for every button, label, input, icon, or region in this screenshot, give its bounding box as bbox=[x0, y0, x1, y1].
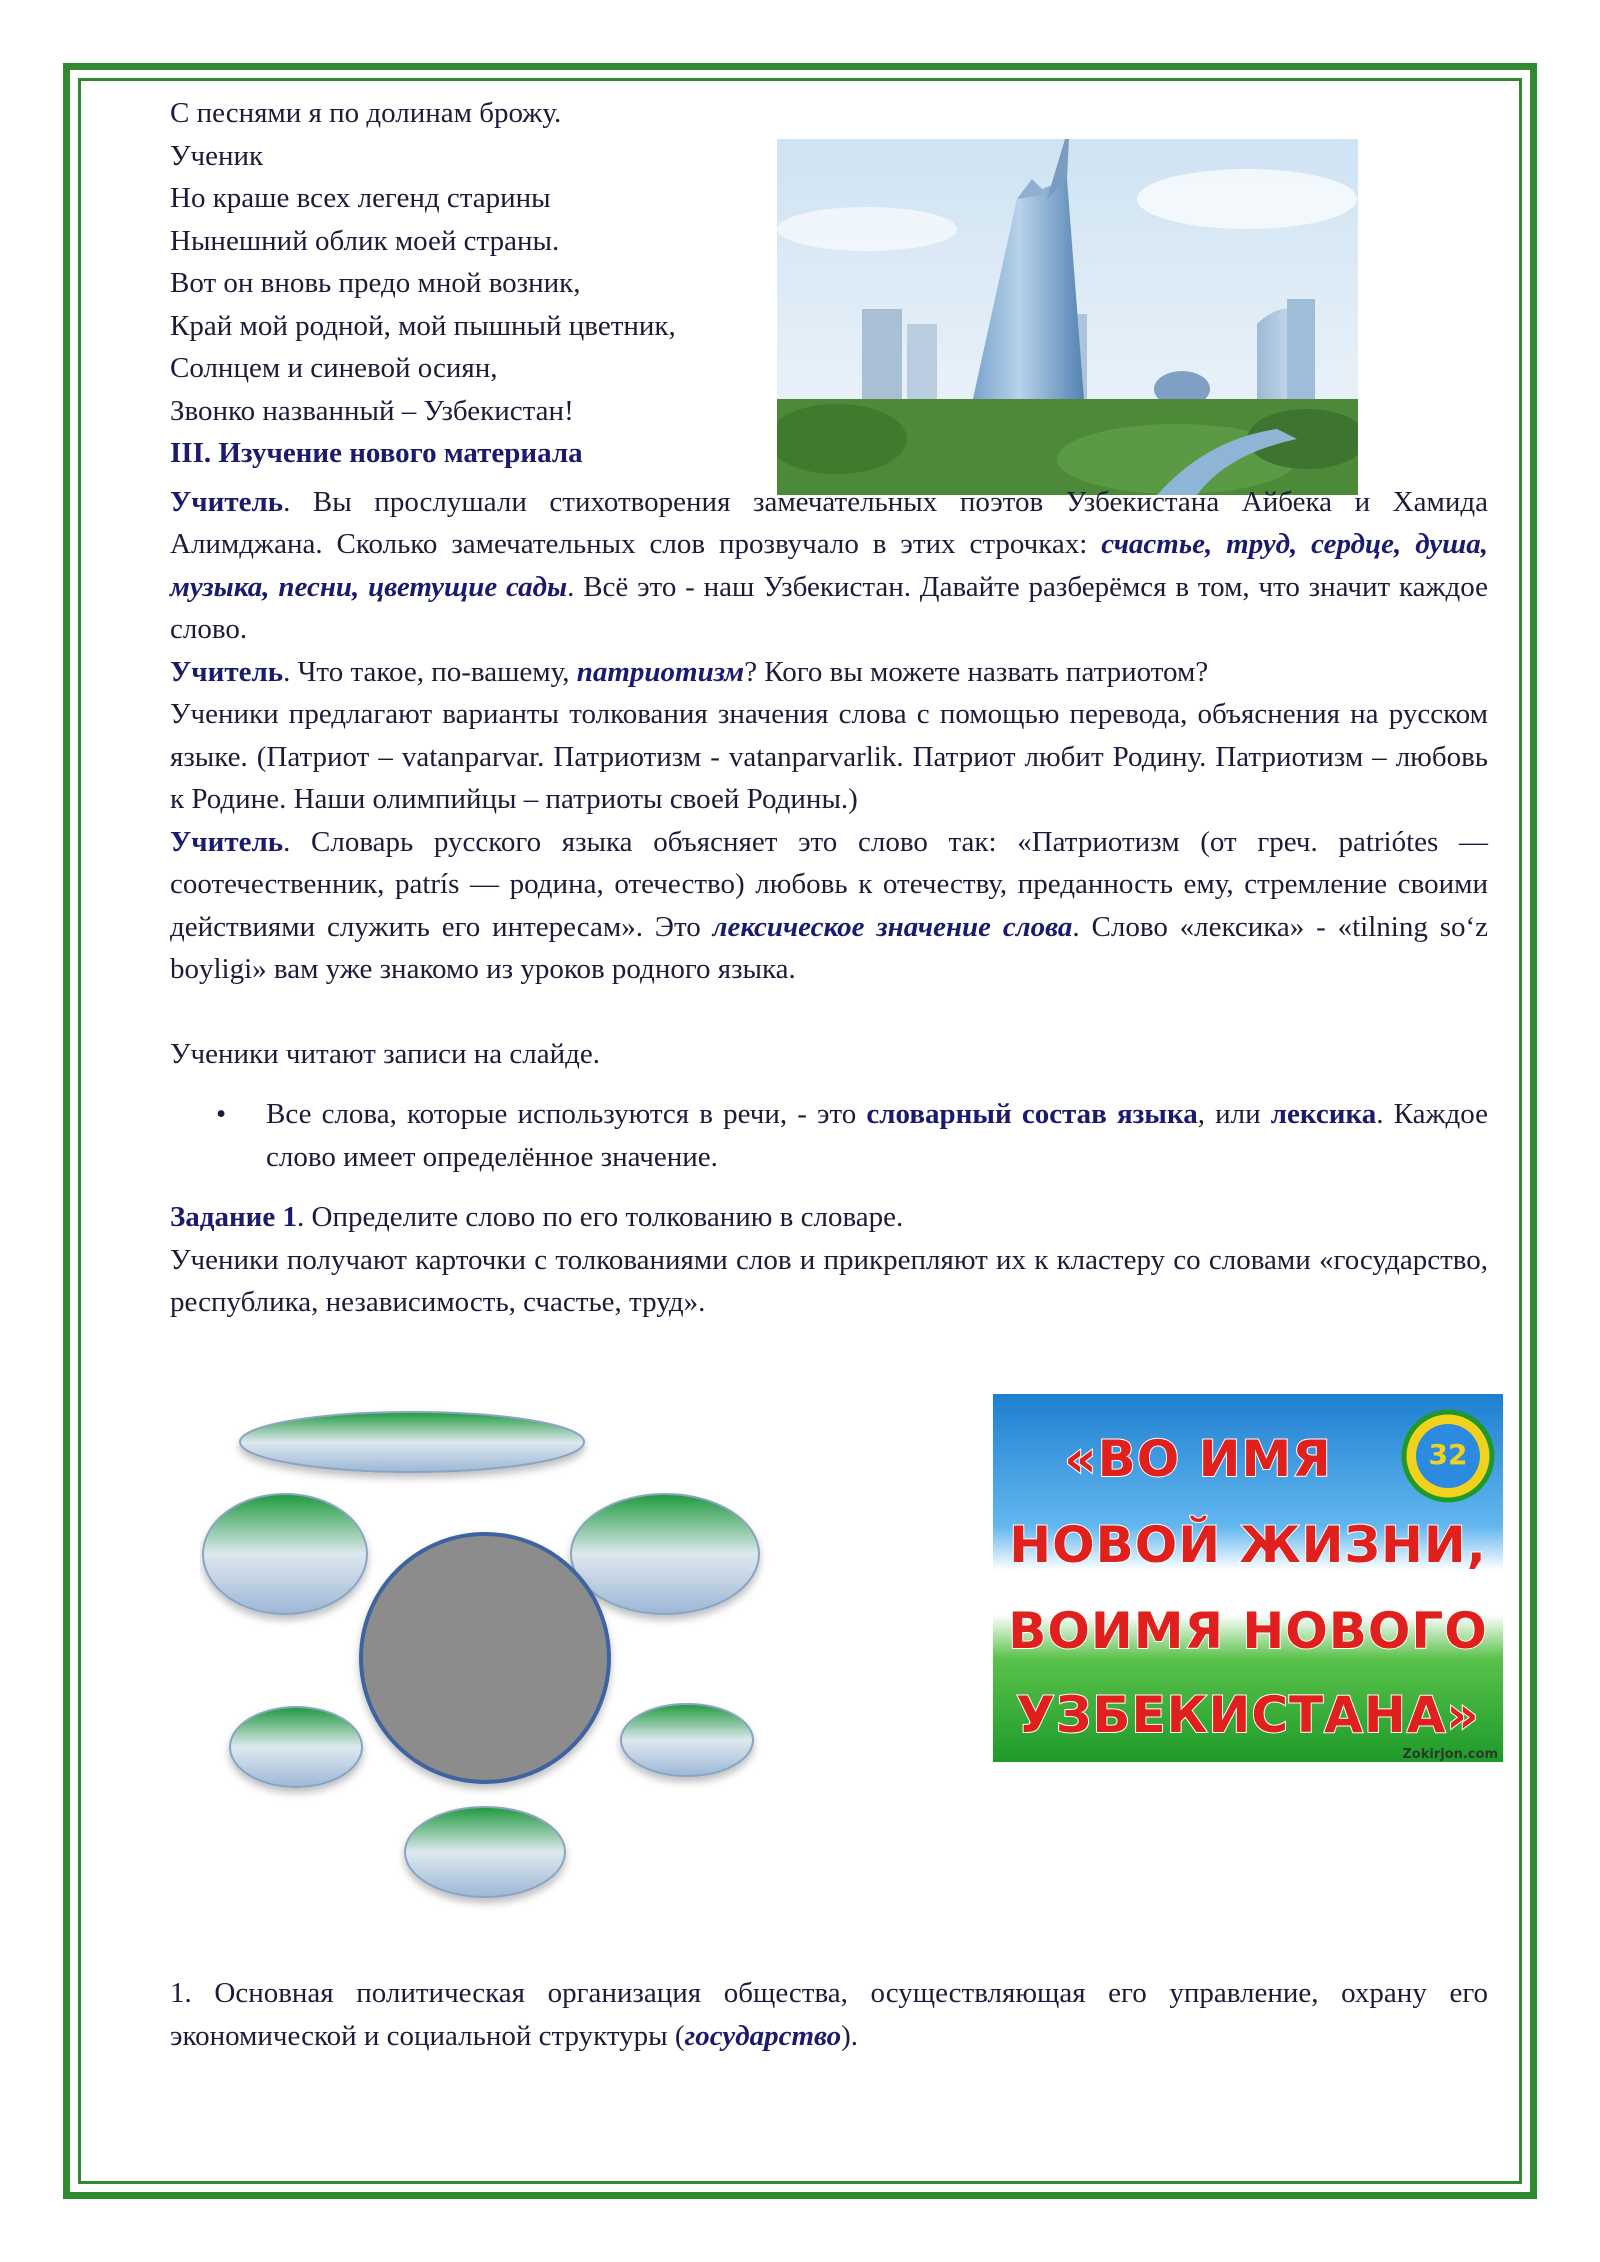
cluster-diagram bbox=[200, 1392, 900, 1912]
cluster-oval-right bbox=[571, 1494, 759, 1614]
speaker-label: Учитель bbox=[170, 485, 284, 518]
poem-line: Край мой родной, мой пышный цветник, bbox=[170, 309, 676, 342]
teacher-paragraph-2 bbox=[170, 651, 1488, 694]
document-body bbox=[170, 92, 1488, 1324]
cluster-oval-bottom bbox=[405, 1807, 565, 1897]
definition-text: 1. Основная политическая организация общества, осуществляющая его управление, охрану его экономической и социальной структуры ( bbox=[170, 1977, 1488, 2052]
cluster-oval-bottom-right bbox=[621, 1704, 753, 1776]
speaker-label: Учитель bbox=[170, 655, 284, 688]
bullet-item bbox=[170, 1093, 1488, 1178]
teacher-paragraph-1 bbox=[170, 481, 1488, 651]
paragraph-text: . Что такое, по-вашему, bbox=[283, 655, 577, 688]
keyword-state: государство bbox=[684, 2019, 842, 2052]
poem-line: Звонко названный – Узбекистан! bbox=[170, 394, 574, 427]
poem-line: Но краше всех легенд старины bbox=[170, 182, 551, 214]
students-paragraph: Ученики предлагают варианты толкования значения слова с помощью перевода, объяснения на русском языке. (Патриот – vatanparvar. Патриотизм - vatanparvarlik. Патриот любит Родину. Патриотизм – любовь к Родине. Наши олимпийцы – патриоты своей Родины.) bbox=[170, 698, 1488, 815]
cluster-oval-top bbox=[240, 1412, 584, 1472]
cluster-center-circle bbox=[361, 1534, 609, 1782]
teacher-paragraph-3 bbox=[170, 821, 1488, 991]
students-cards-paragraph: Ученики получают карточки с толкованиями слов и прикрепляют их к кластеру со словами «государство, республика, независимость, счастье, труд». bbox=[170, 1243, 1488, 1318]
paragraph-text: . Словарь русского языка объясняет это слово так: «Патриотизм (от греч. patriótes — соотечественник, patrís — родина, отечество) любовь к отечеству, преданность ему, стремление своими действиями служить его интересам». Это bbox=[170, 825, 1488, 943]
cluster-oval-bottom-left bbox=[230, 1707, 362, 1787]
keyword-patriotism: патриотизм bbox=[576, 655, 745, 688]
poem-line: С песнями я по долинам брожу. bbox=[170, 97, 562, 129]
section-heading: III. Изучение нового материала bbox=[170, 437, 583, 469]
keyword-lexical-meaning: лексическое значение слова bbox=[712, 910, 1073, 943]
banner-line-1: «ВО ИМЯ bbox=[1064, 1430, 1332, 1488]
cluster-oval-left bbox=[203, 1494, 367, 1614]
paragraph-text: ? Кого вы можете назвать патриотом? bbox=[744, 655, 1209, 688]
keyword-list: счастье, труд, сердце, душа, музыка, песни, цветущие сады bbox=[170, 528, 1488, 603]
bullet-text: . Каждое слово имеет определённое значение. bbox=[266, 1098, 1488, 1173]
task-text: . Определите слово по его толкованию в словаре. bbox=[297, 1201, 904, 1233]
poem-speaker: Ученик bbox=[170, 139, 264, 172]
paragraph-text: . Всё это - наш Узбекистан. Давайте разберёмся в том, что значит каждое слово. bbox=[170, 570, 1488, 645]
banner-line-4: УЗБЕКИСТАНА» bbox=[1016, 1686, 1480, 1744]
bullet-marker: • bbox=[216, 1098, 227, 1130]
bold-term-lexicon: лексика bbox=[1270, 1098, 1377, 1130]
definition-text: ). bbox=[841, 2019, 859, 2052]
poem-line: Солнцем и синевой осиян, bbox=[170, 352, 498, 384]
badge-number: 32 bbox=[1428, 1438, 1468, 1471]
task-label: Задание 1 bbox=[170, 1201, 298, 1233]
paragraph-text: . Слово «лексика» - «tilning so‘z boyligi» вам уже знакомо из уроков родного языка. bbox=[170, 910, 1489, 985]
task-heading bbox=[170, 1196, 1488, 1239]
poem-line: Вот он вновь предо мной возник, bbox=[170, 267, 581, 299]
students-read-slide: Ученики читают записи на слайде. bbox=[170, 1037, 600, 1070]
poem-line: Нынешний облик моей страны. bbox=[170, 224, 560, 257]
speaker-label: Учитель bbox=[170, 825, 284, 858]
definition-1 bbox=[170, 1972, 1488, 2057]
bullet-text: Все слова, которые используются в речи, - это bbox=[266, 1098, 867, 1130]
banner-line-3: ВОИМЯ НОВОГО bbox=[1008, 1602, 1488, 1660]
paragraph-text: . Вы прослушали стихотворения замечательных поэтов Узбекистана Айбека и Хамида Алимджана. Сколько замечательных слов прозвучало в этих строчках: bbox=[170, 485, 1488, 560]
banner-watermark: Zokirjon.com bbox=[1402, 1747, 1498, 1762]
slogan-banner bbox=[993, 1394, 1503, 1762]
banner-line-2: НОВОЙ ЖИЗНИ, bbox=[1009, 1516, 1487, 1574]
bullet-text: , или bbox=[1197, 1098, 1271, 1130]
bold-term-vocabulary: словарный состав языка bbox=[866, 1098, 1198, 1130]
